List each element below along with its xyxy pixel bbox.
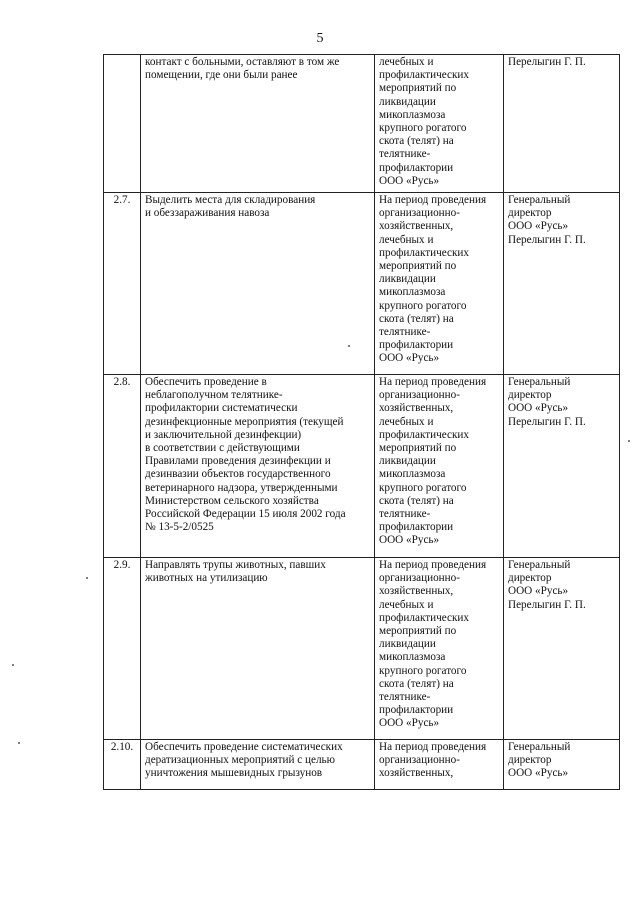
responsible-text: Перелыгин Г. П. xyxy=(508,56,586,68)
table-row xyxy=(104,740,620,790)
period-text: На период проведения организационно- хозяйственных, лечебных и профилактических мероприятий по ликвидации микоплазмоза крупного рогатого скота (телят) на телятнике- профилактории ООО «Русь» xyxy=(379,376,487,547)
table-row xyxy=(104,55,620,193)
period-text: лечебных и профилактических мероприятий по ликвидации микоплазмоза крупного рогатого скота (телят) на телятнике- профилактории ООО «Русь» xyxy=(379,56,469,187)
table-row xyxy=(104,558,620,740)
page-number: 5 xyxy=(316,31,324,46)
scan-speck xyxy=(628,440,630,442)
measures-table xyxy=(103,54,620,790)
measure-text: Обеспечить проведение в неблагополучном телятнике- профилактории систематически дезинфекционные мероприятия (текущей и заключительной дезинфекции) в соответствии с действующими Правилами проведения дезинфекции и дезинвазии объектов государственного ветеринарного надзора, утвержденными Министерством сельского хозяйства Российской Федерации 15 июля 2002 года № 13-5-2/0525 xyxy=(145,376,346,534)
responsible-text: Генеральный директор ООО «Русь» Перелыгин Г. П. xyxy=(508,194,586,246)
item-number: 2.9. xyxy=(104,558,141,740)
scan-speck xyxy=(86,577,88,579)
scan-speck xyxy=(12,664,14,666)
measure-text: Выделить места для складирования и обеззараживания навоза xyxy=(145,194,316,220)
measure-text: Направлять трупы животных, павших животных на утилизацию xyxy=(145,559,326,585)
period-text: На период проведения организационно- хозяйственных, лечебных и профилактических мероприятий по ликвидации микоплазмоза крупного рогатого скота (телят) на телятнике- профилактории ООО «Русь» xyxy=(379,194,487,365)
item-number: 2.10. xyxy=(104,740,141,790)
item-number: 2.7. xyxy=(104,193,141,375)
period-text: На период проведения организационно- хозяйственных, лечебных и профилактических мероприятий по ликвидации микоплазмоза крупного рогатого скота (телят) на телятнике- профилактории ООО «Русь» xyxy=(379,559,487,730)
item-number: 2.8. xyxy=(104,375,141,558)
item-number xyxy=(104,55,141,193)
responsible-text: Генеральный директор ООО «Русь» Перелыгин Г. П. xyxy=(508,559,586,611)
measure-text: контакт с больными, оставляют в том же помещении, где они были ранее xyxy=(145,56,340,82)
responsible-text: Генеральный директор ООО «Русь» Перелыгин Г. П. xyxy=(508,376,586,428)
table-row xyxy=(104,375,620,558)
period-text: На период проведения организационно- хозяйственных, xyxy=(379,741,487,780)
responsible-text: Генеральный директор ООО «Русь» xyxy=(508,741,571,780)
scan-speck xyxy=(348,345,350,347)
scan-speck xyxy=(18,742,20,744)
measure-text: Обеспечить проведение систематических дератизационных мероприятий с целью уничтожения мышевидных грызунов xyxy=(145,741,343,780)
table-row xyxy=(104,193,620,375)
